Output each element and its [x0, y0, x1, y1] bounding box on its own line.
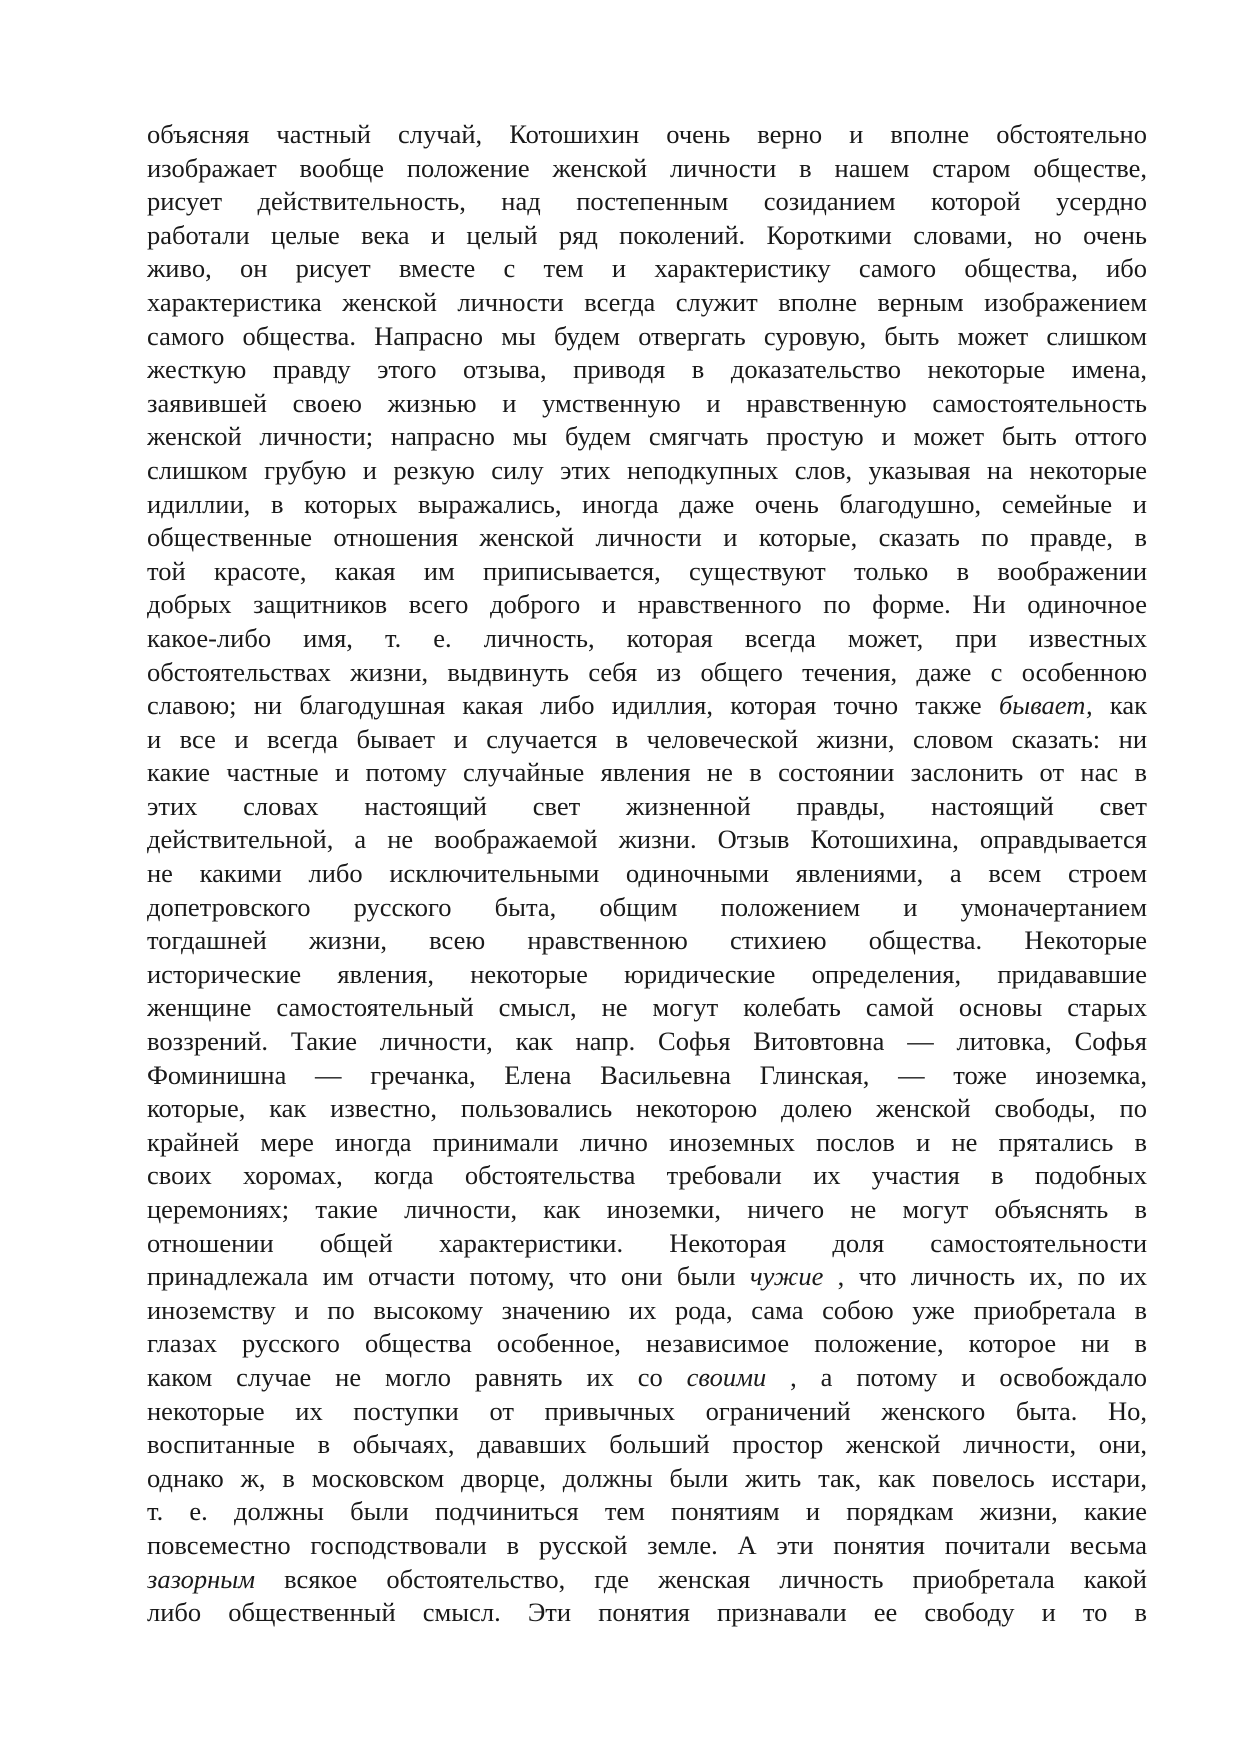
text-span: т. е. должны были подчиниться тем понятиям и порядкам жизни, какие [147, 1496, 1147, 1527]
text-span: однако ж, в московском дворце, должны были жить так, как повелось исстари, [147, 1462, 1147, 1493]
text-line [147, 1563, 1147, 1597]
text-line [147, 420, 1147, 454]
text-line [147, 320, 1147, 354]
text-span: тогдашней жизни, всею нравственною стихиею общества. Некоторые [147, 925, 1147, 956]
text-span: какое-либо имя, т. е. личность, которая всегда может, при известных [147, 622, 1147, 653]
text-line [147, 1159, 1147, 1193]
text-line [147, 1025, 1147, 1059]
text-line [147, 656, 1147, 690]
text-span: некоторые их поступки от привычных ограничений женского быта. Но, [147, 1395, 1147, 1426]
text-line [147, 1294, 1147, 1328]
text-span: принадлежала им отчасти потому, что они были [147, 1261, 750, 1292]
text-line [147, 1126, 1147, 1160]
italic-text: чужие [749, 1261, 824, 1292]
text-line [147, 1495, 1147, 1529]
text-line [147, 689, 1147, 723]
text-span: повсеместно господствовали в русской земле. А эти понятия почитали весьма [147, 1529, 1147, 1560]
text-line [147, 152, 1147, 186]
text-line [147, 1596, 1147, 1630]
text-span: жесткую правду этого отзыва, приводя в доказательство некоторые имена, [147, 354, 1147, 385]
text-line [147, 1327, 1147, 1361]
text-span: женщине самостоятельный смысл, не могут колебать самой основы старых [147, 992, 1147, 1023]
text-span: и все и всегда бывает и случается в человеческой жизни, словом сказать: ни [147, 723, 1147, 754]
text-line [147, 488, 1147, 522]
text-span: допетровского русского быта, общим положением и умоначертанием [147, 891, 1147, 922]
text-line [147, 790, 1147, 824]
text-line [147, 1227, 1147, 1261]
text-span: работали целые века и целый ряд поколений. Короткими словами, но очень [147, 219, 1147, 250]
text-span: отношении общей характеристики. Некоторая доля самостоятельности [147, 1227, 1147, 1258]
text-span: женской личности; напрасно мы будем смягчать простую и может быть оттого [147, 421, 1147, 452]
text-span: своих хоромах, когда обстоятельства требовали их участия в подобных [147, 1160, 1147, 1191]
text-span: каком случае не могло равнять их со [147, 1361, 687, 1392]
text-span: самого общества. Напрасно мы будем отвергать суровую, быть может слишком [147, 320, 1147, 351]
text-line [147, 521, 1147, 555]
text-span: , что личность их, по их [823, 1261, 1147, 1292]
text-line [147, 1193, 1147, 1227]
text-line [147, 1529, 1147, 1563]
text-span: рисует действительность, над постепенным созиданием которой усердно [147, 186, 1147, 217]
text-span: действительной, а не воображаемой жизни. Отзыв Котошихина, оправдывается [147, 824, 1147, 855]
text-span: как [1092, 690, 1147, 721]
text-line [147, 1260, 1147, 1294]
italic-text: зазорным [147, 1563, 256, 1594]
text-line [147, 286, 1147, 320]
text-span: крайней мере иногда принимали лично иноземных послов и не прятались в [147, 1126, 1147, 1157]
text-span: изображает вообще положение женской личности в нашем старом обществе, [147, 152, 1147, 183]
body-text [147, 118, 1147, 1630]
text-line [147, 1361, 1147, 1395]
text-span: церемониях; такие личности, как иноземки, ничего не могут объяснять в [147, 1194, 1147, 1224]
text-span: обстоятельствах жизни, выдвинуть себя из общего течения, даже с особенною [147, 656, 1147, 687]
text-line [147, 756, 1147, 790]
text-line [147, 588, 1147, 622]
text-span: идиллии, в которых выражались, иногда даже очень благодушно, семейные и [147, 488, 1147, 519]
italic-text: бывает, [998, 690, 1093, 721]
text-line [147, 1428, 1147, 1462]
text-line [147, 1462, 1147, 1496]
text-span: объясняя частный случай, Котошихин очень верно и вполне обстоятельно [147, 119, 1147, 149]
text-line [147, 555, 1147, 589]
text-line [147, 118, 1147, 152]
text-line [147, 622, 1147, 656]
text-span: заявившей своею жизнью и умственную и нравственную самостоятельность [147, 387, 1147, 418]
text-span: какие частные и потому случайные явления не в состоянии заслонить от нас в [147, 757, 1147, 788]
text-line [147, 857, 1147, 891]
text-span: воззрений. Такие личности, как напр. Софья Витовтовна — литовка, Софья [147, 1026, 1147, 1057]
text-span: общественные отношения женской личности и которые, сказать по правде, в [147, 522, 1147, 553]
text-span: , а потому и освобождало [766, 1361, 1147, 1392]
text-line [147, 1092, 1147, 1126]
text-span: славою; ни благодушная какая либо идиллия, которая точно также [147, 690, 999, 721]
text-line [147, 454, 1147, 488]
text-line [147, 924, 1147, 958]
text-span: либо общественный смысл. Эти понятия признавали ее свободу и то в [147, 1597, 1147, 1628]
text-span: добрых защитников всего доброго и нравственного по форме. Ни одиночное [147, 589, 1147, 620]
text-line [147, 219, 1147, 253]
text-line [147, 891, 1147, 925]
text-line [147, 1059, 1147, 1093]
text-line [147, 185, 1147, 219]
text-span: всякое обстоятельство, где женская личность приобретала какой [255, 1563, 1147, 1594]
text-line [147, 252, 1147, 286]
text-span: иноземству и по высокому значению их рода, сама собою уже приобретала в [147, 1294, 1147, 1325]
text-span: характеристика женской личности всегда служит вполне верным изображением [147, 286, 1147, 317]
text-span: не какими либо исключительными одиночными явлениями, а всем строем [147, 858, 1147, 889]
text-span: воспитанные в обычаях, дававших больший простор женской личности, они, [147, 1429, 1147, 1460]
text-line [147, 387, 1147, 421]
text-span: живо, он рисует вместе с тем и характеристику самого общества, ибо [147, 253, 1147, 284]
text-span: слишком грубую и резкую силу этих неподкупных слов, указывая на некоторые [147, 454, 1147, 485]
text-line [147, 353, 1147, 387]
text-line [147, 723, 1147, 757]
italic-text: своими [686, 1361, 767, 1392]
text-span: исторические явления, некоторые юридические определения, придававшие [147, 958, 1147, 989]
text-line [147, 1395, 1147, 1429]
text-span: этих словах настоящий свет жизненной правды, настоящий свет [147, 790, 1147, 821]
text-span: глазах русского общества особенное, независимое положение, которое ни в [147, 1328, 1147, 1359]
text-line [147, 958, 1147, 992]
text-line [147, 991, 1147, 1025]
text-line [147, 823, 1147, 857]
text-span: Фоминишна — гречанка, Елена Васильевна Глинская, — тоже иноземка, [147, 1059, 1147, 1090]
text-span: которые, как известно, пользовались некоторою долею женской свободы, по [147, 1093, 1147, 1124]
text-span: той красоте, какая им приписывается, существуют только в воображении [147, 555, 1147, 586]
